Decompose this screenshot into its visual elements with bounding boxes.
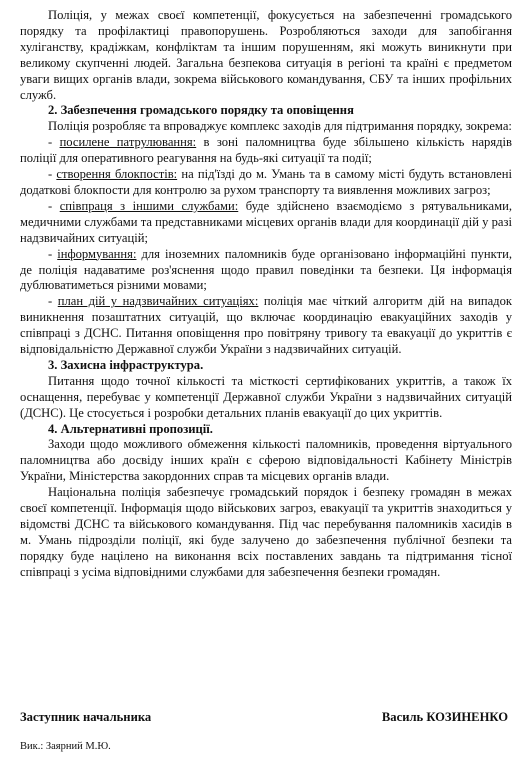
intro-paragraph: Поліція, у межах своєї компетенції, фокусується на забезпеченні громадського порядку та профілактиці правопорушень. Розробляються заходи для запобігання хуліганству, крадіжкам, конфліктам та іншим порушенням, які можуть виникнути при великому скупченні людей. Загальна безпекова ситуація в регіоні та країні є предметом уваги вищих органів влади, зокрема військового командування, СБУ та інших профільних служб.: [20, 8, 512, 102]
bullet-patrol: - посилене патрулювання: в зоні паломництва буде збільшено кількість нарядів поліції для оперативного реагування на будь-які ситуації та події;: [20, 135, 512, 166]
bullet-cooperation-lead: співпраця з іншими службами:: [59, 198, 239, 213]
bullet-cooperation: - співпраця з іншими службами: буде здійснено взаємодіємо з рятувальниками, медичними службами та представниками місцевих органів влади для координації дій у разі надзвичайних ситуацій;: [20, 198, 512, 245]
executor-note: Вик.: Заярний М.Ю.: [20, 741, 111, 752]
section-3-paragraph: Питання щодо точної кількості та місткості сертифікованих укриттів, а також їх оснащення, перебуває у компетенції Державної служби України з надзвичайних ситуацій (ДСНС). Це стосується і розробки детальних планів евакуації до цих укриттів.: [20, 373, 512, 420]
conclusion-paragraph: Національна поліція забезпечує громадський порядок і безпеку громадян в межах своєї компетенції. Інформація щодо військових загроз, евакуації та укриттів знаходиться у відомстві ДСНС та військового командування. Під час перебування паломників хасидів в м. Умань підрозділи поліції, які буде залучено до забезпечення публічної безпеки та порядку буде націлено на виконання всіх поставлених завдань та підтримання тісної співпраці з усіма відповідними службами для забезпечення безпеки громадян.: [20, 485, 512, 579]
section-2-heading: 2. Забезпечення громадського порядку та оповіщення: [48, 103, 354, 118]
section-4-paragraph: Заходи щодо можливого обмеження кількості паломників, проведення віртуального паломництва або досвіду інших країн є сферою відповідальності Кабінету Міністрів України, Міністерства закордонних справ та місцевих органів влади.: [20, 437, 512, 484]
bullet-informing-text: для іноземних паломників буде організовано інформаційні пункти, де поліція надаватиме роз'яснення щодо правил поведінки та безпеки. Ця інформація дублюватиметься різними мовами;: [20, 246, 513, 293]
section-3-heading: 3. Захисна інфраструктура.: [48, 357, 204, 372]
bullet-patrol-text: в зоні паломництва буде збільшено кількість нарядів поліції для оперативного реагування на будь-які ситуації та події;: [20, 135, 512, 166]
bullet-informing: - інформування: для іноземних паломників буде організовано інформаційні пункти, де поліція надаватиме роз'яснення щодо правил поведінки та безпеки. Ця інформація дублюватиметься різними мовами;: [20, 246, 513, 293]
section-4-heading: 4. Альтернативні пропозиції.: [48, 421, 213, 436]
bullet-checkpoints: - створення блокпостів: на під'їзді до м. Умань та в самому місті будуть встановлені додаткові блокпости для контролю за рухом транспорту та виявлення можливих загроз;: [20, 167, 512, 197]
bullet-checkpoints-text: на під'їзді до м. Умань та в самому місті будуть встановлені додаткові блокпости для контролю за рухом транспорту та виявлення можливих загроз;: [20, 167, 512, 197]
bullet-informing-lead: інформування:: [57, 246, 137, 261]
bullet-emergency-plan-lead: план дій у надзвичайних ситуаціях:: [57, 294, 259, 309]
bullet-cooperation-text: буде здійснено взаємодіємо з рятувальниками, медичними службами та представниками місцевих органів влади для координації дій у разі надзвичайних ситуацій;: [20, 198, 512, 245]
bullet-emergency-plan-text: поліція має чіткий алгоритм дій на випадок виникнення позаштатних ситуацій, що включає координацію евакуаційних заходів у співпраці з ДСНС. Питання оповіщення про повітряну тривогу та евакуації до укриттів є відповідальністю Державної служби України з надзвичайних ситуацій.: [20, 294, 513, 357]
signatory-name: Василь КОЗИНЕНКО: [381, 710, 508, 724]
bullet-checkpoints-lead: створення блокпостів:: [56, 167, 178, 182]
signatory-position: Заступник начальника: [20, 710, 152, 724]
bullet-emergency-plan: - план дій у надзвичайних ситуаціях: поліція має чіткий алгоритм дій на випадок виникнення позаштатних ситуацій, що включає координацію евакуаційних заходів у співпраці з ДСНС. Питання оповіщення про повітряну тривогу та евакуації до укриттів є відповідальністю Державної служби України з надзвичайних ситуацій.: [20, 294, 513, 357]
section-2-intro: Поліція розробляє та впроваджує комплекс заходів для підтримання порядку, зокрема:: [48, 119, 512, 134]
bullet-patrol-lead: посилене патрулювання:: [59, 135, 197, 150]
signature-block: [20, 710, 508, 726]
